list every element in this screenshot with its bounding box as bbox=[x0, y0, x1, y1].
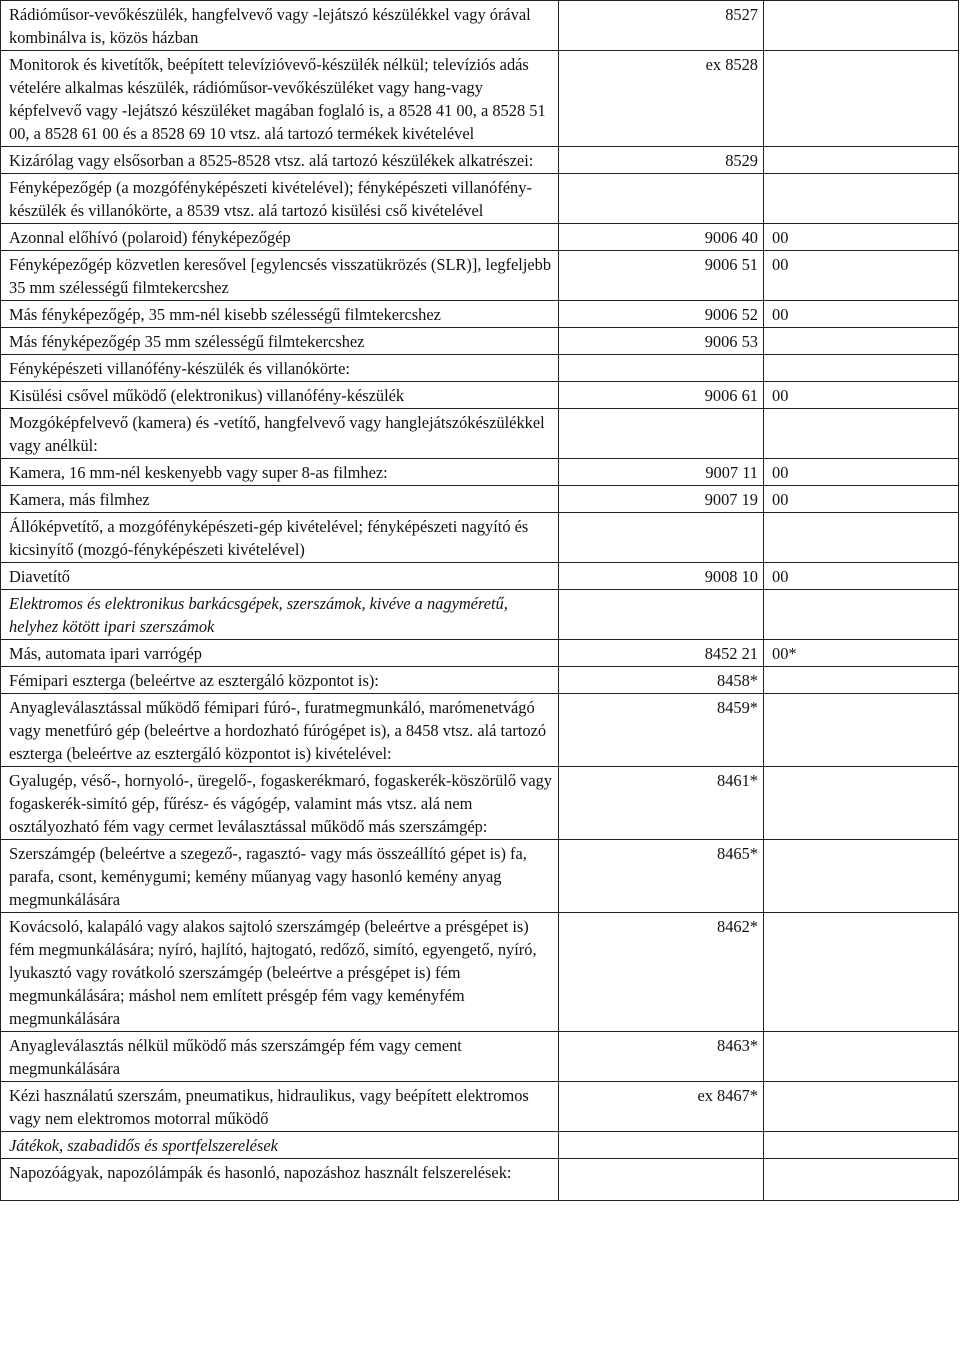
tariff-subcode-cell bbox=[764, 563, 959, 590]
product-description: Kovácsoló, kalapáló vagy alakos sajtoló szerszámgép (beleértve a présgépet is) fém megmunkálására; nyíró, hajlító, hajtogató, redőző, simító, egyengető, nyíró, lyukasztó vagy rovátkoló szerszámgép (beleértve a présgépet is) fém megmunkálására; máshol nem említett présgép fém vagy keményfém megmunkálására bbox=[9, 917, 537, 1028]
tariff-subcode-cell bbox=[764, 1159, 959, 1201]
tariff-code-cell bbox=[559, 694, 764, 767]
tariff-code-cell bbox=[559, 913, 764, 1032]
table-row bbox=[1, 328, 959, 355]
tariff-code-cell bbox=[559, 590, 764, 640]
tariff-subcode-cell bbox=[764, 355, 959, 382]
product-description-cell bbox=[1, 147, 559, 174]
tariff-code: 8527 bbox=[725, 5, 758, 24]
tariff-code-cell bbox=[559, 1, 764, 51]
tariff-code-cell bbox=[559, 251, 764, 301]
tariff-subcode: 00 bbox=[772, 567, 789, 586]
product-description: Kizárólag vagy elsősorban a 8525-8528 vtsz. alá tartozó készülékek alkatrészei: bbox=[9, 151, 534, 170]
product-description: Más fényképezőgép, 35 mm-nél kisebb szélességű filmtekercshez bbox=[9, 305, 441, 324]
product-description-cell bbox=[1, 328, 559, 355]
tariff-code-cell bbox=[559, 301, 764, 328]
tariff-subcode: 00 bbox=[772, 255, 789, 274]
tariff-subcode-cell bbox=[764, 486, 959, 513]
product-description-cell bbox=[1, 1132, 559, 1159]
tariff-code: 8465* bbox=[717, 844, 758, 863]
table-row bbox=[1, 767, 959, 840]
tariff-code-cell bbox=[559, 382, 764, 409]
tariff-subcode-cell bbox=[764, 459, 959, 486]
tariff-code: 8462* bbox=[717, 917, 758, 936]
tariff-code: ex 8528 bbox=[705, 55, 758, 74]
product-description: Kézi használatú szerszám, pneumatikus, hidraulikus, vagy beépített elektromos vagy nem elektromos motorral működő bbox=[9, 1086, 529, 1128]
table-row bbox=[1, 355, 959, 382]
product-description-cell bbox=[1, 1, 559, 51]
product-description-cell bbox=[1, 563, 559, 590]
tariff-code: 8463* bbox=[717, 1036, 758, 1055]
product-description-cell bbox=[1, 767, 559, 840]
product-description-cell bbox=[1, 382, 559, 409]
table-row bbox=[1, 590, 959, 640]
tariff-subcode-cell bbox=[764, 1, 959, 51]
tariff-subcode: 00* bbox=[772, 644, 797, 663]
product-description: Elektromos és elektronikus barkácsgépek, szerszámok, kivéve a nagyméretű, helyhez kötött ipari szerszámok bbox=[9, 594, 508, 636]
product-description-cell bbox=[1, 459, 559, 486]
tariff-subcode-cell bbox=[764, 913, 959, 1032]
tariff-subcode-cell bbox=[764, 51, 959, 147]
product-description: Kisülési csővel működő (elektronikus) villanófény-készülék bbox=[9, 386, 405, 405]
table-row bbox=[1, 1032, 959, 1082]
tariff-code-cell bbox=[559, 1032, 764, 1082]
product-description-cell bbox=[1, 513, 559, 563]
tariff-code: ex 8467* bbox=[697, 1086, 758, 1105]
tariff-subcode-cell bbox=[764, 147, 959, 174]
product-description-cell bbox=[1, 409, 559, 459]
tariff-code-cell bbox=[559, 513, 764, 563]
table-row bbox=[1, 382, 959, 409]
product-description: Diavetítő bbox=[9, 567, 70, 586]
tariff-subcode-cell bbox=[764, 1082, 959, 1132]
tariff-subcode-cell bbox=[764, 767, 959, 840]
tariff-subcode: 00 bbox=[772, 228, 789, 247]
product-description: Fényképezőgép (a mozgófényképészeti kivételével); fényképészeti villanófény-készülék és villanókörte, a 8539 vtsz. alá tartozó kisülési cső kivételével bbox=[9, 178, 532, 220]
product-description: Kamera, 16 mm-nél keskenyebb vagy super 8-as filmhez: bbox=[9, 463, 388, 482]
tariff-code: 9008 10 bbox=[704, 567, 758, 586]
tariff-code-cell bbox=[559, 174, 764, 224]
tariff-subcode-cell bbox=[764, 513, 959, 563]
product-description-cell bbox=[1, 1032, 559, 1082]
table-row bbox=[1, 694, 959, 767]
tariff-subcode-cell bbox=[764, 328, 959, 355]
product-description: Kamera, más filmhez bbox=[9, 490, 150, 509]
product-description-cell bbox=[1, 486, 559, 513]
table-row bbox=[1, 667, 959, 694]
product-description: Más fényképezőgép 35 mm szélességű filmtekercshez bbox=[9, 332, 365, 351]
table-row bbox=[1, 1159, 959, 1201]
tariff-subcode-cell bbox=[764, 694, 959, 767]
product-description-cell bbox=[1, 301, 559, 328]
table-row bbox=[1, 251, 959, 301]
tariff-code: 9006 40 bbox=[704, 228, 758, 247]
product-description: Szerszámgép (beleértve a szegező-, ragasztó- vagy más összeállító gépet is) fa, parafa, csont, keménygumi; kemény műanyag vagy hasonló kemény anyag megmunkálására bbox=[9, 844, 527, 909]
product-description-cell bbox=[1, 694, 559, 767]
product-description-cell bbox=[1, 1159, 559, 1201]
tariff-code: 9006 51 bbox=[704, 255, 758, 274]
tariff-code-cell bbox=[559, 328, 764, 355]
product-description-cell bbox=[1, 224, 559, 251]
table-row bbox=[1, 459, 959, 486]
table-row bbox=[1, 563, 959, 590]
product-description-cell bbox=[1, 174, 559, 224]
tariff-subcode-cell bbox=[764, 174, 959, 224]
tariff-code: 9006 52 bbox=[704, 305, 758, 324]
product-description: Fémipari eszterga (beleértve az esztergáló központot is): bbox=[9, 671, 379, 690]
tariff-table-body bbox=[1, 1, 959, 1201]
tariff-code-cell bbox=[559, 1132, 764, 1159]
product-description-cell bbox=[1, 913, 559, 1032]
product-description-cell bbox=[1, 667, 559, 694]
product-description: Mozgóképfelvevő (kamera) és -vetítő, hangfelvevő vagy hanglejátszókészülékkel vagy anélkül: bbox=[9, 413, 545, 455]
tariff-code-cell bbox=[559, 1082, 764, 1132]
tariff-code-cell bbox=[559, 486, 764, 513]
product-description: Más, automata ipari varrógép bbox=[9, 644, 202, 663]
product-description: Anyagleválasztással működő fémipari fúró-, furatmegmunkáló, marómenetvágó vagy menetfúró gép (beleértve a hordozható fúrógépet is), a 8458 vtsz. alá tartozó eszterga (beleértve az esztergáló központot is) kivételével: bbox=[9, 698, 547, 763]
product-description: Azonnal előhívó (polaroid) fényképezőgép bbox=[9, 228, 291, 247]
product-description: Monitorok és kivetítők, beépített televízióvevő-készülék nélkül; televíziós adás vételére alkalmas készülék, rádióműsor-vevőkészüléket vagy hang-vagy képfelvevő vagy -lejátszó készüléket magában foglaló is, a 8528 41 00, a 8528 51 00, a 8528 61 00 és a 8528 69 10 vtsz. alá tartozó termékek kivételével bbox=[9, 55, 546, 143]
table-row bbox=[1, 486, 959, 513]
product-description: Fényképészeti villanófény-készülék és villanókörte: bbox=[9, 359, 350, 378]
table-row bbox=[1, 1, 959, 51]
table-row bbox=[1, 174, 959, 224]
tariff-code-cell bbox=[559, 409, 764, 459]
table-row bbox=[1, 147, 959, 174]
tariff-code-cell bbox=[559, 51, 764, 147]
tariff-subcode-cell bbox=[764, 251, 959, 301]
tariff-subcode-cell bbox=[764, 409, 959, 459]
tariff-subcode: 00 bbox=[772, 463, 789, 482]
tariff-code: 9006 53 bbox=[704, 332, 758, 351]
tariff-code: 8458* bbox=[717, 671, 758, 690]
tariff-subcode-cell bbox=[764, 640, 959, 667]
product-description-cell bbox=[1, 840, 559, 913]
tariff-code-cell bbox=[559, 147, 764, 174]
tariff-code-cell bbox=[559, 767, 764, 840]
table-row bbox=[1, 409, 959, 459]
table-row bbox=[1, 224, 959, 251]
tariff-code-cell bbox=[559, 667, 764, 694]
tariff-code-cell bbox=[559, 355, 764, 382]
product-description-cell bbox=[1, 355, 559, 382]
tariff-subcode-cell bbox=[764, 667, 959, 694]
tariff-code: 8529 bbox=[725, 151, 758, 170]
tariff-code: 9007 11 bbox=[705, 463, 758, 482]
product-description-cell bbox=[1, 51, 559, 147]
product-description-cell bbox=[1, 1082, 559, 1132]
product-description: Anyagleválasztás nélkül működő más szerszámgép fém vagy cement megmunkálására bbox=[9, 1036, 462, 1078]
product-description: Játékok, szabadidős és sportfelszerelések bbox=[9, 1136, 278, 1155]
product-description: Fényképezőgép közvetlen keresővel [egylencsés visszatükrözés (SLR)], legfeljebb 35 mm szélességű filmtekercshez bbox=[9, 255, 552, 297]
table-row bbox=[1, 51, 959, 147]
table-row bbox=[1, 840, 959, 913]
product-description: Gyalugép, véső-, hornyoló-, üregelő-, fogaskerékmaró, fogaskerék-köszörülő vagy fogaskerék-simító gép, fűrész- és vágógép, valamint más vtsz. alá nem osztályozható fém vagy cermet leválasztással működő más szerszámgép: bbox=[9, 771, 552, 836]
tariff-subcode-cell bbox=[764, 301, 959, 328]
product-description: Rádióműsor-vevőkészülék, hangfelvevő vagy -lejátszó készülékkel vagy órával kombinálva is, közös házban bbox=[9, 5, 531, 47]
tariff-code: 9007 19 bbox=[704, 490, 758, 509]
table-row bbox=[1, 913, 959, 1032]
tariff-subcode-cell bbox=[764, 1032, 959, 1082]
tariff-subcode-cell bbox=[764, 590, 959, 640]
product-description-cell bbox=[1, 251, 559, 301]
tariff-code-cell bbox=[559, 459, 764, 486]
tariff-subcode-cell bbox=[764, 840, 959, 913]
tariff-subcode: 00 bbox=[772, 305, 789, 324]
tariff-code: 8461* bbox=[717, 771, 758, 790]
tariff-code: 8459* bbox=[717, 698, 758, 717]
tariff-subcode: 00 bbox=[772, 490, 789, 509]
table-row bbox=[1, 1082, 959, 1132]
product-description-cell bbox=[1, 590, 559, 640]
table-row bbox=[1, 1132, 959, 1159]
tariff-code-cell bbox=[559, 640, 764, 667]
tariff-code-cell bbox=[559, 840, 764, 913]
tariff-code-cell bbox=[559, 1159, 764, 1201]
tariff-code: 8452 21 bbox=[704, 644, 758, 663]
product-description: Napozóágyak, napozólámpák és hasonló, napozáshoz használt felszerelések: bbox=[9, 1163, 512, 1182]
table-row bbox=[1, 640, 959, 667]
table-row bbox=[1, 301, 959, 328]
tariff-subcode-cell bbox=[764, 382, 959, 409]
tariff-subcode-cell bbox=[764, 224, 959, 251]
tariff-code-cell bbox=[559, 224, 764, 251]
tariff-subcode: 00 bbox=[772, 386, 789, 405]
tariff-code: 9006 61 bbox=[704, 386, 758, 405]
tariff-code-cell bbox=[559, 563, 764, 590]
tariff-subcode-cell bbox=[764, 1132, 959, 1159]
table-row bbox=[1, 513, 959, 563]
product-description: Állóképvetítő, a mozgófényképészeti-gép kivételével; fényképészeti nagyító és kicsinyítő (mozgó-fényképészeti kivételével) bbox=[9, 517, 529, 559]
product-description-cell bbox=[1, 640, 559, 667]
